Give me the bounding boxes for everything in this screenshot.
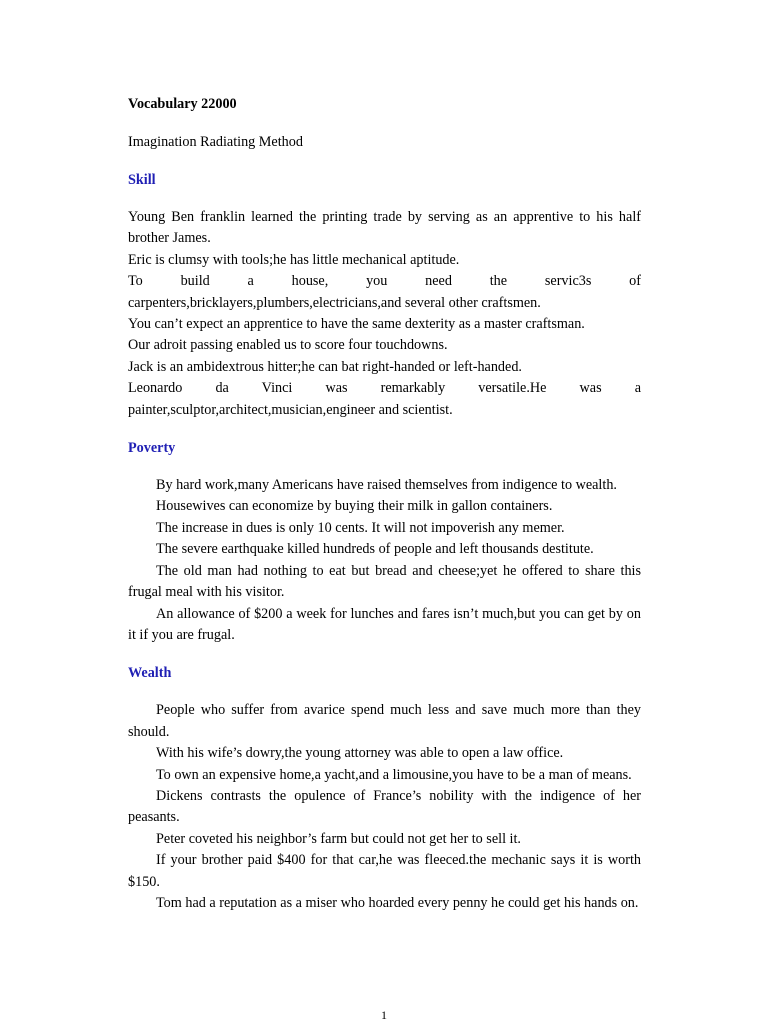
section-body-wealth xyxy=(128,700,641,914)
sentence: Tom had a reputation as a miser who hoarded every penny he could get his hands on. xyxy=(156,894,639,911)
section-body-poverty xyxy=(128,475,641,646)
sentence: To own an expensive home,a yacht,and a limousine,you have to be a man of means. xyxy=(156,766,632,783)
document-subtitle: Imagination Radiating Method xyxy=(128,134,303,150)
sentence: People who suffer from avarice spend much less and save much more than they should. xyxy=(128,702,641,740)
sentence: Jack is an ambidextrous hitter;he can bat right-handed or left-handed. xyxy=(128,358,522,375)
sentence: Eric is clumsy with tools;he has little mechanical aptitude. xyxy=(128,251,460,268)
sentence: By hard work,many Americans have raised themselves from indigence to wealth. xyxy=(156,477,617,494)
sentence: Leonardo da Vinci was remarkably versatile.He was a painter,sculptor,architect,musician,engineer and scientist. xyxy=(128,380,641,418)
sentence: Dickens contrasts the opulence of France’s nobility with the indigence of her peasants. xyxy=(128,787,641,826)
sentence: The severe earthquake killed hundreds of people and left thousands destitute. xyxy=(156,541,594,558)
sentence: The old man had nothing to eat but bread and cheese;yet he offered to share this frugal meal with his visitor. xyxy=(128,562,641,601)
sentence: With his wife’s dowry,the young attorney was able to open a law office. xyxy=(156,745,564,762)
sentence: You can’t expect an apprentice to have the same dexterity as a master craftsman. xyxy=(128,316,585,333)
page-number: 1 xyxy=(381,1008,387,1022)
sentence: Our adroit passing enabled us to score four touchdowns. xyxy=(128,337,448,354)
sentence: An allowance of $200 a week for lunches and fares isn’t much,but you can get by on it if you are frugal. xyxy=(128,605,641,643)
sentence: If your brother paid $400 for that car,he was fleeced.the mechanic says it is worth $150. xyxy=(128,852,641,890)
sentence: Young Ben franklin learned the printing trade by serving as an apprentive to his half brother James. xyxy=(128,209,641,247)
document-title: Vocabulary 22000 xyxy=(128,96,237,112)
section-heading-wealth: Wealth xyxy=(128,665,172,682)
sentence: To build a house, you need the servic3s of carpenters,bricklayers,plumbers,electricians,and several other craftsmen. xyxy=(128,273,641,311)
section-body-skill xyxy=(128,207,641,421)
section-heading-poverty: Poverty xyxy=(128,440,176,457)
sentence: The increase in dues is only 10 cents. It will not impoverish any memer. xyxy=(156,519,565,536)
section-heading-skill: Skill xyxy=(128,172,156,188)
sentence: Peter coveted his neighbor’s farm but could not get her to sell it. xyxy=(156,830,521,847)
sentence: Housewives can economize by buying their milk in gallon containers. xyxy=(156,498,553,515)
page-content xyxy=(128,94,641,914)
